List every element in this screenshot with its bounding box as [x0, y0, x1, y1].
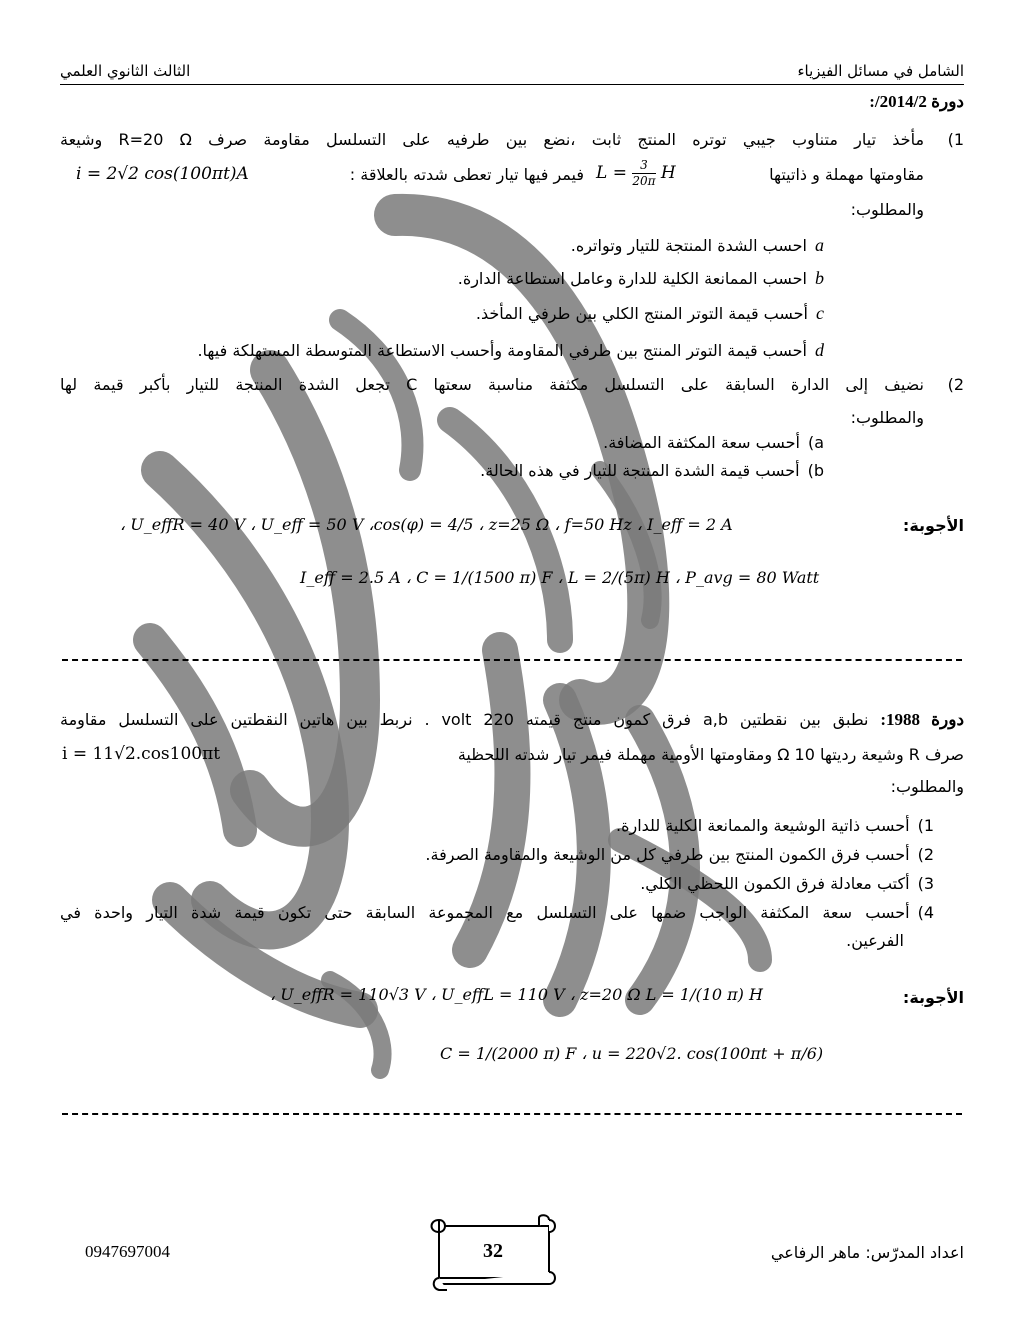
answers-line: I_eff = 2.5 A ، C = 1/(1500 π) F ، L = 2/(5π) H ، P_avg = 80 Watt: [300, 568, 820, 587]
required-label: والمطلوب:: [850, 408, 924, 427]
question-number: 1): [947, 130, 964, 149]
required-label: والمطلوب:: [850, 200, 924, 219]
current-formula: i = 2√2 cos(100πt)A: [76, 164, 249, 184]
sub-question-a: aاحسب الشدة المنتجة للتيار وتواتره.: [570, 235, 824, 255]
section-divider: [62, 659, 962, 661]
answers-label: الأجوبة:: [902, 988, 964, 1007]
sub-question-d: dأحسب قيمة التوتر المنتج بين طرفي المقاومة وأحسب الاستطاعة المتوسطة المستهلكة فيها.: [197, 340, 824, 360]
answers-label: الأجوبة:: [902, 516, 964, 535]
required-label: والمطلوب:: [890, 777, 964, 796]
question-number: 2): [947, 375, 964, 394]
sub-question-b: bاحسب الممانعة الكلية للدارة وعامل استطاعة الدارة.: [457, 268, 824, 288]
header-rule: [60, 84, 964, 85]
book-title: الشامل في مسائل الفيزياء: [797, 62, 964, 80]
answers-line: ، U_effR = 110√3 V ، U_effL = 110 V ، z=20 Ω L = 1/(10 π) H: [270, 985, 763, 1004]
question-item-1: 1)أحسب ذاتية الوشيعة والممانعة الكلية للدارة.: [616, 816, 934, 835]
question-item-4-continued: الفرعين.: [846, 931, 904, 950]
sub-question-b: b)أحسب قيمة الشدة المنتجة للتيار في هذه الحالة.: [480, 461, 824, 480]
inductance-formula: L = $\frac{3}{20\pi}$ H: [596, 158, 676, 188]
teacher-name: اعداد المدرّس: ماهر الرفاعي: [770, 1243, 964, 1262]
phone-number: 0947697004: [85, 1242, 170, 1261]
question-text: نضيف إلى الدارة السابقة على التسلسل مكثفة مناسبة سعتها C تجعل الشدة المنتجة للتيار بأكبر قيمة لها: [60, 375, 925, 394]
question-text: مقاومتها مهملة و ذاتيتها: [769, 165, 924, 184]
question-item-4: 4)أحسب سعة المكثفة الواجب ضمها على التسلسل مع المجموعة السابقة حتى تكون قيمة شدة التيار واحدة في: [60, 903, 934, 922]
answers-line: ، U_effR = 40 V ، U_eff = 50 V ،cos(φ) = 4/5 ، z=25 Ω ، f=50 Hz ، I_eff = 2 A: [120, 515, 733, 534]
section-divider: [62, 1113, 962, 1115]
question-text: دورة 1988: نطبق بين نقطتين a,b فرق كمون منتج قيمته 220 volt . نربط بين هاتين النقطتين على التسلسل مقاومة: [60, 710, 965, 729]
question-item-3: 3)أكتب معادلة فرق الكمون اللحظي الكلي.: [640, 874, 934, 893]
question-text: مأخذ تيار متناوب جيبي توتره المنتج ثابت ،نضع بين طرفيه على التسلسل مقاومة صرف R=20 Ω وشيعة: [60, 130, 925, 149]
question-item-2: 2)أحسب فرق الكمون المنتج بين طرفي كل من الوشيعة والمقاومة الصرفة.: [425, 845, 934, 864]
sub-question-c: cأحسب قيمة التوتر المنتج الكلي بين طرفي المأخذ.: [475, 303, 824, 323]
page-number: 32: [483, 1240, 503, 1262]
question-text: فيمر فيها تيار تعطى شدته بالعلاقة :: [349, 165, 584, 184]
answers-line: C = 1/(2000 π) F ، u = 220√2. cos(100πt + π/6): [440, 1044, 824, 1063]
question-text: صرف R وشيعة رديتها 10 Ω ومقاومتها الأومية مهملة فيمر تيار شدته اللحظية: [457, 745, 964, 764]
session-title: دورة 2014/2/:: [869, 92, 964, 111]
grade-label: الثالث الثانوي العلمي: [60, 62, 191, 80]
current-formula: i = 11√2.cos100πt: [62, 744, 221, 764]
sub-question-a: a)أحسب سعة المكثفة المضافة.: [603, 433, 824, 452]
